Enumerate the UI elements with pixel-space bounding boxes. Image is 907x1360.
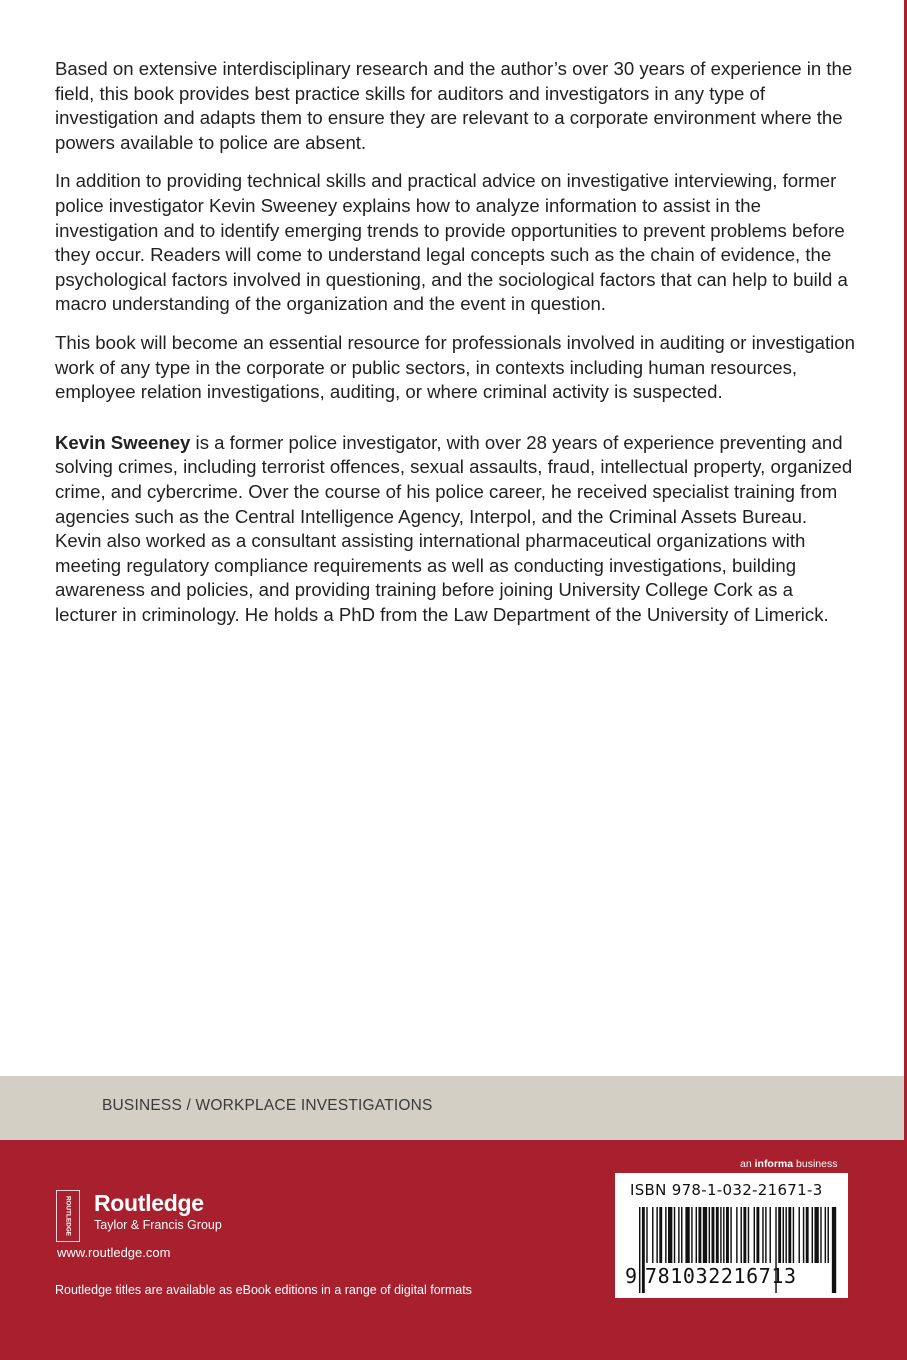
barcode-bar: [712, 1207, 715, 1263]
barcode-bar: [754, 1207, 755, 1263]
barcode-bar: [691, 1207, 692, 1263]
author-bio-text: is a former police investigator, with over 28 years of experience preventing and solving crimes, including terrorist offences, sexual assaults, fraud, intellectual property, organized crime, and cybercrime. Over the course of his police career, he received specialist training from agencies such as the Central Intelligence Agency, Interpol, and the Criminal Assets Bureau. Kevin also worked as a consultant assisting international pharmaceutical organizations with meeting regulatory compliance requirements as well as conducting investigations, building awareness and policies, and providing training before joining University College Cork as a lecturer in criminology. He holds a PhD from the Law Department of the University of Limerick.: [55, 431, 853, 625]
isbn-rest-digits: 781032216713: [645, 1264, 797, 1288]
informa-tagline: an informa business: [740, 1158, 838, 1170]
barcode-bar: [825, 1207, 826, 1263]
barcode-bar: [674, 1207, 675, 1263]
author-bio: [55, 431, 855, 628]
barcode-bar: [668, 1207, 672, 1263]
publisher-name: Routledge: [94, 1190, 204, 1216]
barcode-bar: [828, 1207, 829, 1263]
barcode-bar: [793, 1207, 794, 1263]
barcode-bar: [756, 1207, 759, 1263]
description-paragraph-1: Based on extensive interdisciplinary research and the author’s over 30 years of experience in the field, this book provides best practice skills for auditors and investigators in any type of investigation and adapts them to ensure they are relevant to a corporate environment where the powers available to police are absent.: [55, 58, 853, 153]
barcode-bar: [736, 1207, 737, 1263]
barcode-bar: [703, 1207, 707, 1263]
barcode-bar: [723, 1207, 724, 1263]
barcode-bar: [741, 1207, 742, 1263]
isbn-first-digit: 9: [625, 1264, 638, 1288]
barcode-bar: [765, 1207, 766, 1263]
barcode-bar: [665, 1207, 666, 1263]
back-cover-text: [55, 57, 855, 641]
barcode-bar: [656, 1207, 657, 1263]
barcode-bar: [803, 1207, 804, 1263]
barcode-bar: [748, 1207, 749, 1263]
isbn-barcode-block: [615, 1173, 848, 1298]
author-name: Kevin Sweeney: [55, 431, 191, 453]
barcode-bar: [743, 1207, 746, 1263]
routledge-logo-mark-icon: [56, 1190, 80, 1242]
barcode-bar: [778, 1207, 781, 1263]
barcode-bar: [788, 1207, 791, 1263]
barcode-bar: [696, 1207, 697, 1263]
subject-category: BUSINESS / WORKPLACE INVESTIGATIONS: [102, 1097, 433, 1114]
barcode-bar: [730, 1207, 731, 1263]
description-paragraph-2: In addition to providing technical skills and practical advice on investigative interviewing, former police investigator Kevin Sweeney explains how to analyze information to assist in the investigation and to identify emerging trends to provide opportunities to prevent problems before they occur. Readers will come to understand legal concepts such as the chain of evidence, the psychological factors involved in questioning, and the sociological factors that can help to build a macro understanding of the organization and the event in question.: [55, 170, 848, 315]
publisher-url: www.routledge.com: [57, 1245, 171, 1260]
isbn-label: ISBN 978-1-032-21671-3: [630, 1181, 823, 1199]
barcode-bar: [799, 1207, 800, 1263]
barcode-bar: [685, 1207, 689, 1263]
barcode-bar: [716, 1207, 719, 1263]
barcode-bar: [812, 1207, 813, 1263]
barcode-bar: [726, 1207, 729, 1263]
barcode-bar: [659, 1207, 662, 1263]
barcode-bar: [681, 1207, 682, 1263]
barcode-bar: [806, 1207, 809, 1263]
routledge-logo-vertical-text: ROUTLEDGE: [64, 1195, 72, 1237]
barcode-bar: [783, 1207, 784, 1263]
description-paragraph-3: This book will become an essential resource for professionals involved in auditing or investigation work of any type in the corporate or public sectors, in contexts including human resources, employee relation investigations, auditing, or where criminal activity is suspected.: [55, 331, 855, 403]
barcode-bar: [720, 1207, 721, 1263]
barcode-bar: [770, 1207, 771, 1263]
barcode-bar: [814, 1207, 818, 1263]
barcode-bar: [785, 1207, 786, 1263]
barcode-bar: [698, 1207, 701, 1263]
ebook-note: Routledge titles are available as eBook editions in a range of digital formats: [55, 1283, 472, 1297]
publisher-group: Taylor & Francis Group: [94, 1218, 222, 1232]
barcode-bar: [678, 1207, 679, 1263]
barcode-bar: [762, 1207, 763, 1263]
publisher-footer: [0, 1140, 904, 1360]
barcode-bar: [639, 1207, 640, 1293]
barcode-bar: [646, 1207, 647, 1263]
informa-brand: informa: [754, 1158, 794, 1170]
barcode-bar: [820, 1207, 821, 1263]
barcode-bar: [832, 1207, 836, 1293]
barcode-bar: [709, 1207, 710, 1263]
barcode-bar: [652, 1207, 653, 1263]
